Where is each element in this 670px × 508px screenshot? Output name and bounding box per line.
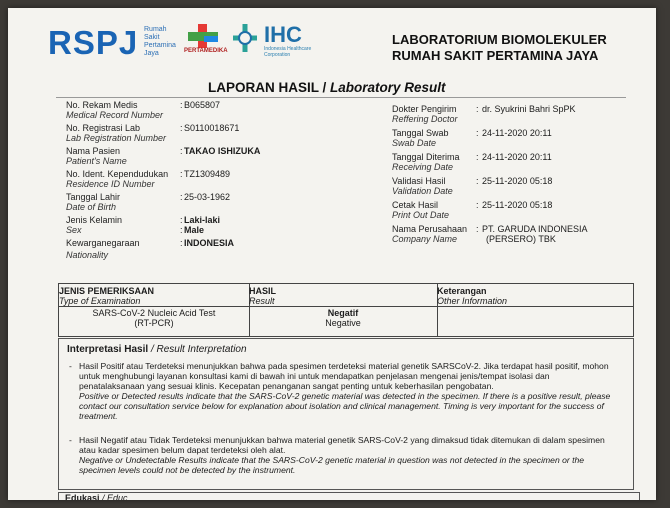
exam-cell: SARS-CoV-2 Nucleic Acid Test (RT-PCR) bbox=[92, 308, 216, 328]
validation-date-field: Validasi Hasil Validation Date : 25-11-2020 05:18 bbox=[392, 176, 553, 196]
ihc-logo-text: IHC bbox=[264, 22, 302, 47]
positive-interpretation: - Hasil Positif atau Terdeteksi menunjukkan bahwa pada spesimen terdeteksi material genetik SARSCoV-2. Jika terdapat hasil positif, mohon untuk menghubungi layanan konsultasi kami di bawah ini untuk mendapatkan penjelasan mengenai jenis/tempat isolasi dan penatalaksanaan yang sesuai klinis. Kecepatan penanganan sangat penting untuk keberhasilan pengobatan. Positive or Detected results indicate that the SARS-CoV-2 genetic material was detected in the specimen. If there is a positive result, please contact our consultation service below for explanation about isolation and clinical management. Timing is very important for the success of treatment. bbox=[69, 361, 611, 421]
info-header: Keterangan Other Information bbox=[437, 286, 508, 306]
education-section: Edukasi / Educ bbox=[58, 492, 640, 500]
table-col-info bbox=[437, 284, 632, 336]
dob-field: Tanggal Lahir Date of Birth : 25-03-1962 bbox=[66, 192, 231, 212]
residence-id-field: No. Ident. Kependudukan Residence ID Number : TZ1309489 bbox=[66, 169, 231, 189]
sex-field: Jenis Kelamin Sex : Laki-laki : Male bbox=[66, 215, 221, 235]
lab-registration-field: No. Registrasi Lab Lab Registration Number : S0110018671 bbox=[66, 123, 240, 143]
ihc-logo-icon bbox=[230, 22, 260, 54]
table-col-exam bbox=[59, 284, 250, 336]
result-header: HASIL Result bbox=[249, 286, 276, 306]
interpretation-box bbox=[58, 338, 634, 490]
rspj-subtitle: Rumah Sakit Pertamina Jaya bbox=[144, 26, 176, 57]
patient-name-field: Nama Pasien Patient's Name : TAKAO ISHIZUKA bbox=[66, 146, 261, 166]
result-cell: Negatif Negative bbox=[325, 308, 361, 328]
pertamedika-text: PERTAMEDIKA bbox=[184, 48, 228, 54]
negative-interpretation: - Hasil Negatif atau Tidak Terdeteksi menunjukkan bahwa material genetik SARS-CoV-2 yang dimaksud tidak ditemukan di dalam spesimen atau kadar spesimen belum dapat terdeteksi oleh alat. Negative or Undetectable Results indicate that the SARS-CoV-2 genetic material in question was not detected in the specimen or the specimen levels could not be detected by the instrument. bbox=[69, 435, 605, 475]
lab-title: LABORATORIUM BIOMOLEKULER RUMAH SAKIT PERTAMINA JAYA bbox=[392, 32, 607, 63]
medical-record-field: No. Rekam Medis Medical Record Number B065807 : bbox=[66, 100, 221, 120]
pertamina-logo-icon bbox=[184, 20, 224, 60]
table-col-result bbox=[249, 284, 438, 336]
swab-date-field: Tanggal Swab Swab Date : 24-11-2020 20:11 bbox=[392, 128, 552, 148]
exam-header: JENIS PEMERIKSAAN Type of Examination bbox=[59, 286, 155, 306]
rspj-logo: RSPJ bbox=[48, 24, 139, 61]
referring-doctor-field: Dokter Pengirim Reffering Doctor : dr. Syukrini Bahri SpPK bbox=[392, 104, 576, 124]
print-date-field: Cetak Hasil Print Out Date : 25-11-2020 05:18 bbox=[392, 200, 553, 220]
result-table bbox=[58, 283, 634, 337]
lab-report-document bbox=[8, 8, 656, 500]
report-title: LAPORAN HASIL / Laboratory Result bbox=[208, 80, 446, 95]
divider bbox=[56, 97, 626, 98]
interpretation-heading: Interpretasi Hasil / Result Interpretation bbox=[67, 344, 247, 355]
nationality-field: Kewarganegaraan Nationality : INDONESIA bbox=[66, 238, 235, 260]
receiving-date-field: Tanggal Diterima Receiving Date : 24-11-2020 20:11 bbox=[392, 152, 552, 172]
ihc-subtitle: Indonesia Healthcare Corporation bbox=[264, 46, 312, 58]
company-field: Nama Perusahaan Company Name : PT. GARUDA INDONESIA (PERSERO) TBK bbox=[392, 224, 588, 244]
